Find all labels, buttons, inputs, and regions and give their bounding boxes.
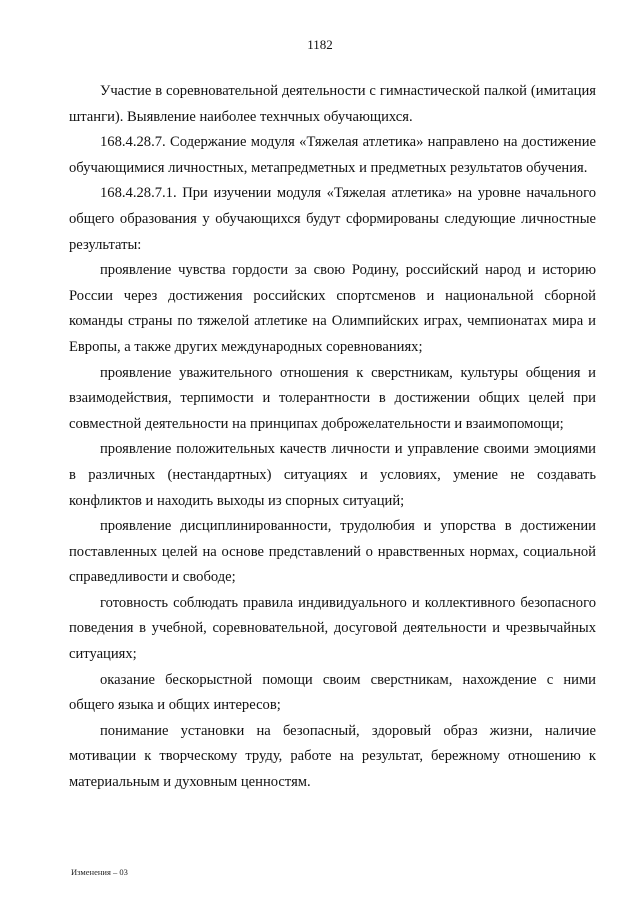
list-item-safety-readiness: готовность соблюдать правила индивидуального и коллективного безопасного поведения в учебной, соревновательной, досуговой деятельности и чрезвычайных ситуациях; [69, 594, 596, 663]
paragraph-activity: Участие в соревновательной деятельности с гимнастической палкой (имитация штанги). Выявление наиболее технчных обучающихся. [69, 83, 596, 125]
list-item-pride: проявление чувства гордости за свою Родину, российский народ и историю России через достижения российских спортсменов и национальной сборной команды страны по тяжелой атлетике на Олимпийских играх, чемпионатах мира и Европы, а также других международных соревнованиях; [69, 262, 596, 355]
page-number: 1182 [307, 37, 333, 52]
paragraph-personal-results-intro: 168.4.28.7.1. При изучении модуля «Тяжелая атлетика» на уровне начального общего образования у обучающихся будут сформированы следующие личностные результаты: [69, 185, 596, 253]
list-item-healthy-lifestyle: понимание установки на безопасный, здоровый образ жизни, наличие мотивации к творческому труду, работе на результат, бережному отношению к материальным и духовным ценностям. [69, 722, 596, 791]
list-item-helping-peers: оказание бескорыстной помощи своим сверстникам, нахождение с ними общего языка и общих интересов; [69, 671, 596, 714]
list-item-positive-qualities: проявление положительных качеств личности и управление своими эмоциями в различных (нестандартных) ситуациях и условиях, умение не создавать конфликтов и находить выходы из спорных ситуаций; [69, 441, 596, 509]
revision-note: Изменения – 03 [71, 867, 128, 877]
list-item-respect: проявление уважительного отношения к сверстникам, культуры общения и взаимодействия, терпимости и толерантности в достижении общих целей при совместной деятельности на принципах доброжелательности и взаимопомощи; [69, 364, 596, 432]
document-body [69, 79, 596, 796]
paragraph-module-content: 168.4.28.7. Содержание модуля «Тяжелая атлетика» направлено на достижение обучающимися личностных, метапредметных и предметных результатов обучения. [69, 134, 596, 176]
list-item-discipline: проявление дисциплинированности, трудолюбия и упорства в достижении поставленных целей на основе представлений о нравственных нормах, социальной справедливости и свободе; [69, 518, 596, 586]
